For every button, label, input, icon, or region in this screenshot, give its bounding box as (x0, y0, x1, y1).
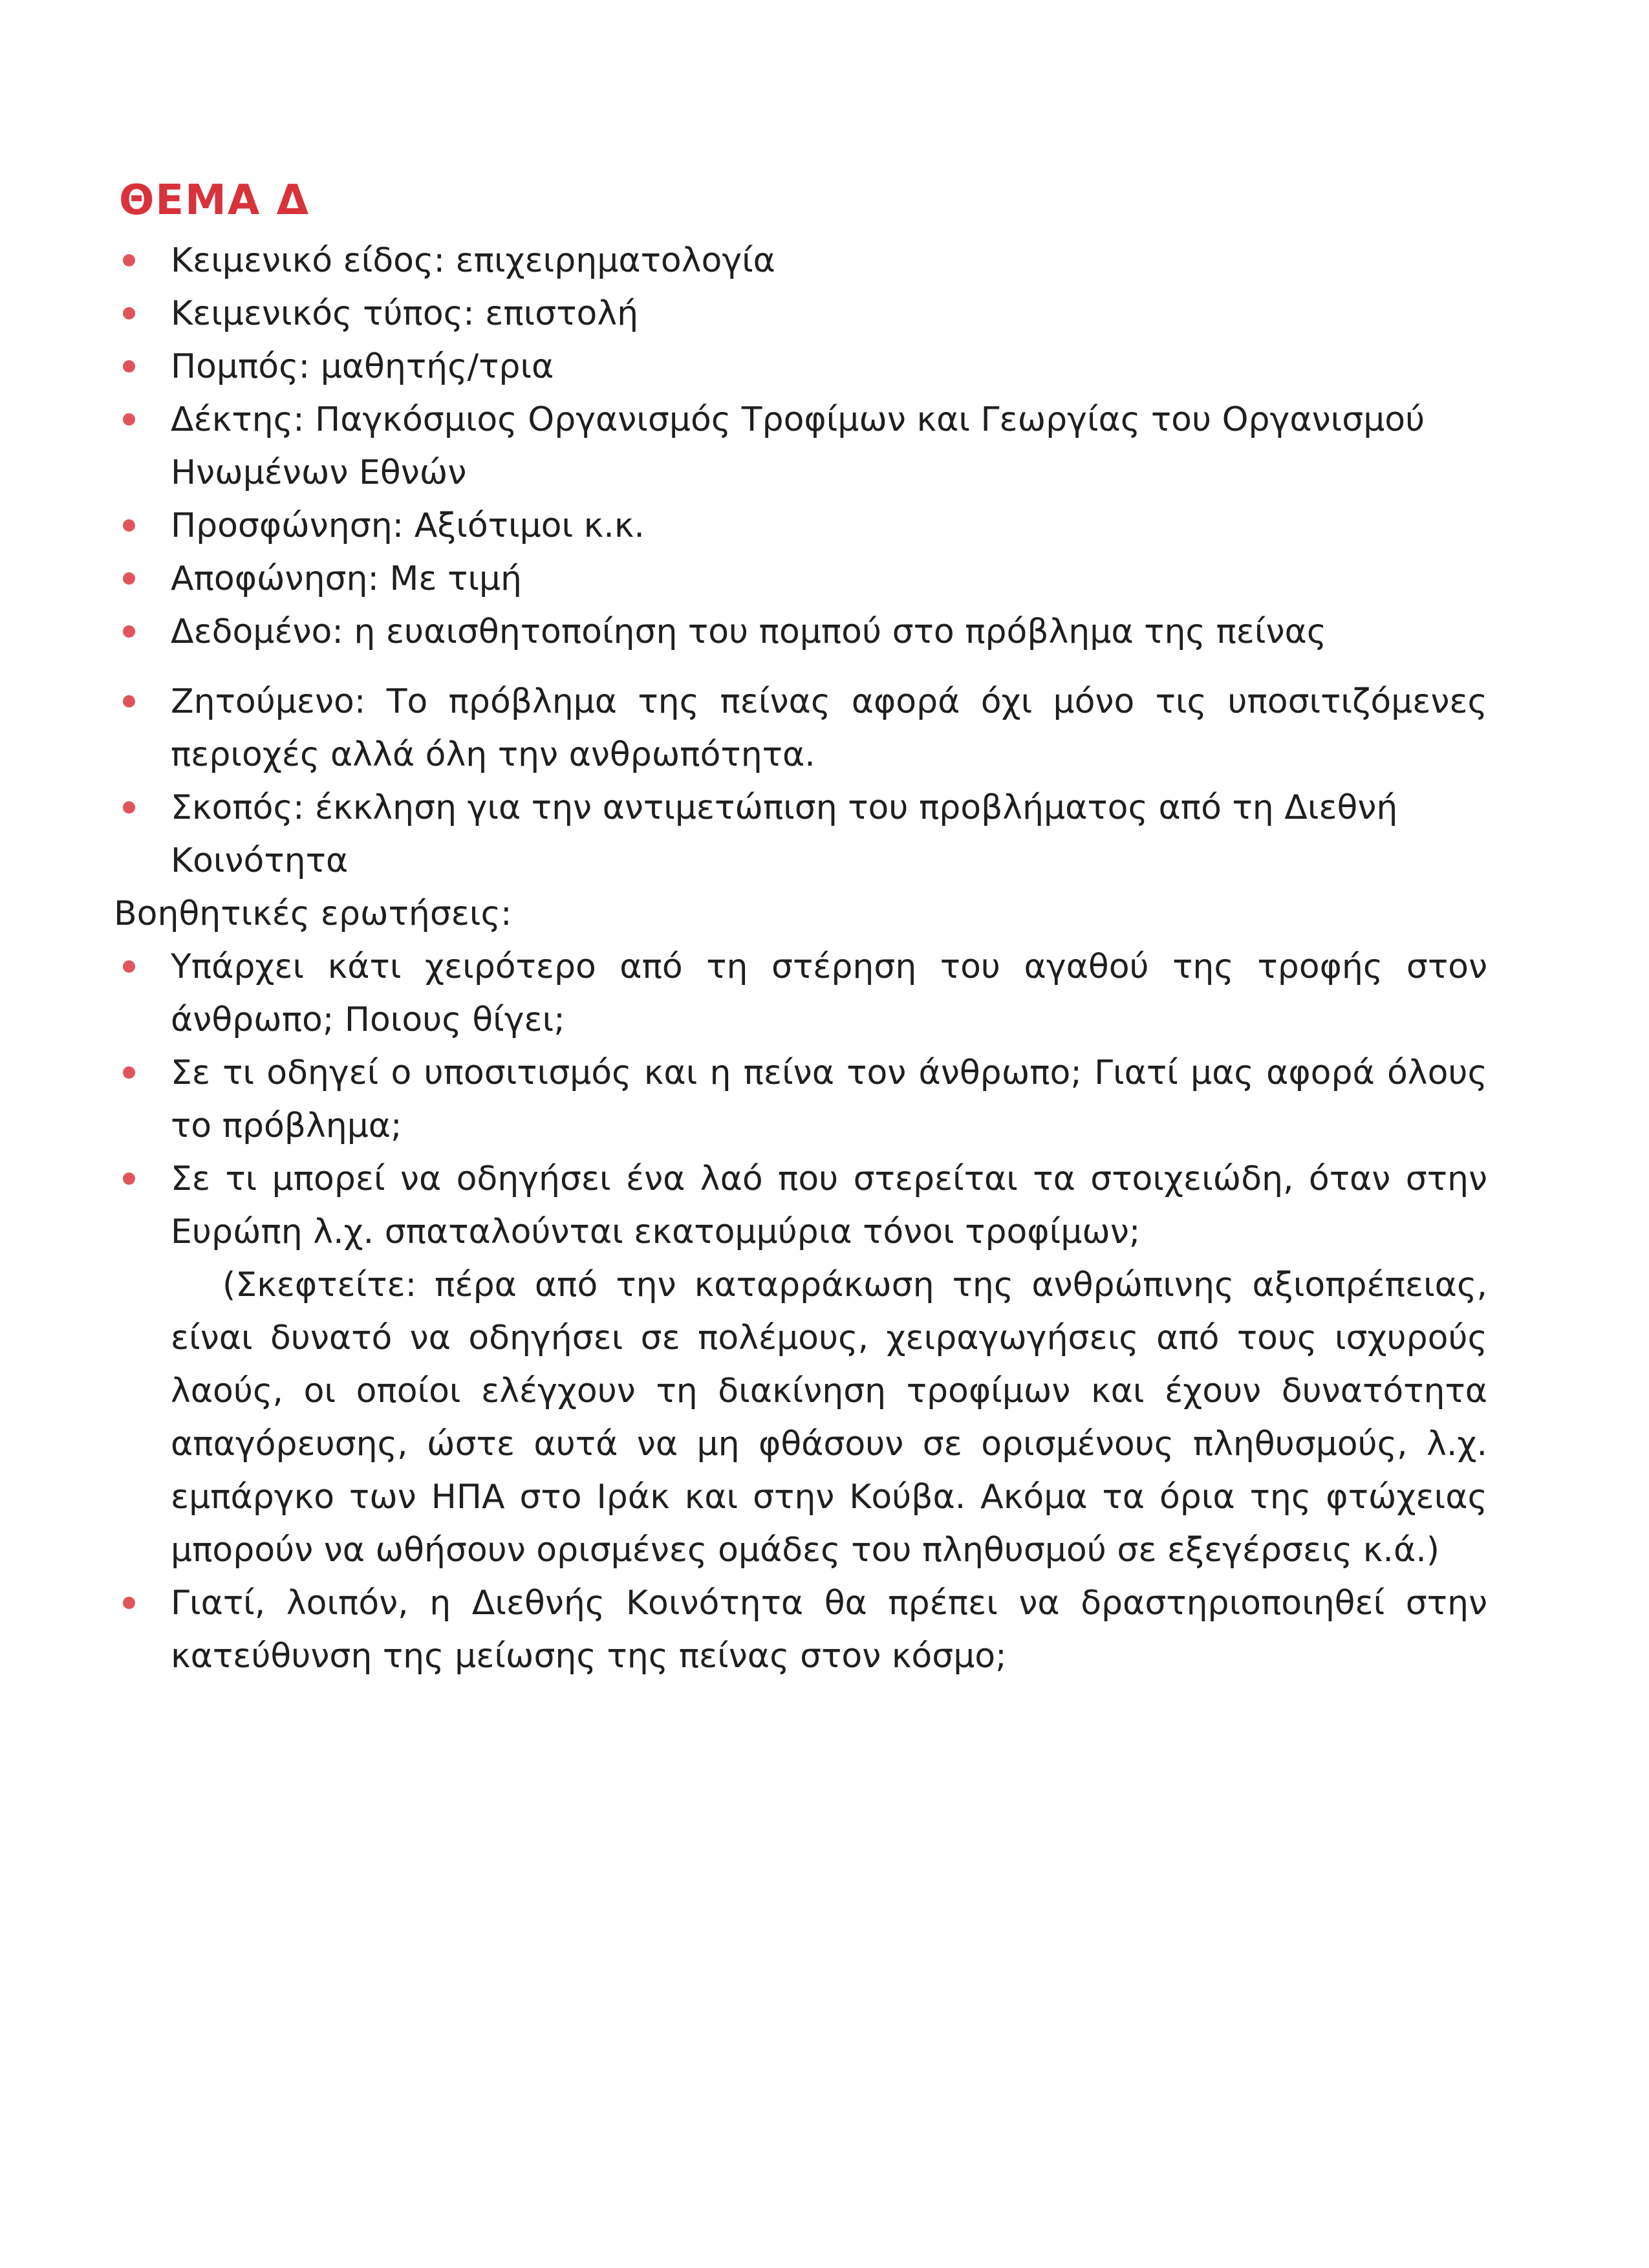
question-text: Υπάρχει κάτι χειρότερο από τη στέρηση του αγαθού της τροφής στον άνθρωπο; Ποιους θίγει; (171, 947, 1487, 1039)
hint-note: (Σκεφτείτε: πέρα από την καταρράκωση της ανθρώπινης αξιοπρέπειας, είναι δυνατό να οδηγήσει σε πολέμους, χειραγωγήσεις από τους ισχυρούς λαούς, οι οποίοι ελέγχουν τη διακίνηση τροφίμων και έχουν δυνατότητα απαγόρευσης, ώστε αυτά να μη φθάσουν σε ορισμένους πληθυσμούς, λ.χ. εμπάργκο των ΗΠΑ στο Ιράκ και στην Κούβα. Ακόμα τα όρια της φτώχειας μπορούν να ωθήσουν ορισμένες ομάδες του πληθυσμού σε εξεγέρσεις κ.ά.) (171, 1266, 1487, 1570)
list-item-text-genre (114, 234, 1487, 287)
document-body (114, 175, 1487, 1683)
list-item-label: Δέκτης: Παγκόσμιος Οργανισμός Τροφίμων και Γεωργίας του Οργανισμού Ηνωμένων Εθνών (171, 400, 1425, 492)
bullet-icon (123, 1172, 135, 1185)
question-text: Σε τι μπορεί να οδηγήσει ένα λαό που στερείται τα στοιχειώδη, όταν στην Ευρώπη λ.χ. σπαταλούνται εκατομμύρια τόνοι τροφίμων; (171, 1160, 1487, 1251)
list-item-purpose (114, 781, 1487, 887)
bullet-icon (123, 413, 135, 426)
question-item (114, 1046, 1487, 1152)
overview-list (114, 234, 1487, 887)
list-item-label: Κειμενικό είδος: επιχειρηματολογία (171, 241, 775, 280)
question-text: Γιατί, λοιπόν, η Διεθνής Κοινότητα θα πρέπει να δραστηριοποιηθεί στην κατεύθυνση της μείωσης της πείνας στον κόσμο; (171, 1584, 1487, 1676)
list-item-required (114, 675, 1487, 781)
bullet-icon (123, 625, 135, 638)
list-item-salutation (114, 499, 1487, 552)
bullet-icon (123, 254, 135, 266)
list-item-given (114, 605, 1487, 658)
list-item-label: Αποφώνηση: Με τιμή (171, 559, 522, 598)
list-item-label: Δεδομένο: η ευαισθητοποίηση του πομπού στο πρόβλημα της πείνας (171, 612, 1327, 651)
bullet-icon (123, 1597, 135, 1609)
list-item-label: Ζητούμενο: Το πρόβλημα της πείνας αφορά όχι μόνο τις υποσιτιζόμενες περιοχές αλλά όλη την ανθρωπότητα. (171, 682, 1487, 774)
list-item-text-type (114, 287, 1487, 340)
bullet-icon (123, 572, 135, 585)
list-item-label: Κειμενικός τύπος: επιστολή (171, 294, 639, 333)
bullet-icon (123, 1066, 135, 1079)
helper-questions-list (114, 940, 1487, 1258)
list-item-label: Προσφώνηση: Αξιότιμοι κ.κ. (171, 506, 645, 545)
list-item-recipient (114, 393, 1487, 499)
list-item-label: Σκοπός: έκκληση για την αντιμετώπιση του προβλήματος από τη Διεθνή Κοινότητα (171, 788, 1398, 880)
list-item-sender (114, 340, 1487, 393)
final-question-list (114, 1577, 1487, 1683)
bullet-icon (123, 360, 135, 373)
question-item (114, 940, 1487, 1046)
bullet-icon (123, 801, 135, 814)
bullet-icon (123, 695, 135, 707)
bullet-icon (123, 960, 135, 973)
bullet-icon (123, 519, 135, 532)
bullet-icon (123, 307, 135, 319)
question-item (114, 1577, 1487, 1683)
list-item-closing (114, 552, 1487, 605)
question-item (114, 1152, 1487, 1258)
list-item-label: Πομπός: μαθητής/τρια (171, 347, 554, 386)
section-title: ΘΕΜΑ Δ (119, 177, 310, 224)
helper-questions-heading: Βοηθητικές ερωτήσεις: (114, 894, 512, 933)
question-text: Σε τι οδηγεί ο υποσιτισμός και η πείνα τον άνθρωπο; Γιατί μας αφορά όλους το πρόβλημα; (171, 1053, 1487, 1145)
